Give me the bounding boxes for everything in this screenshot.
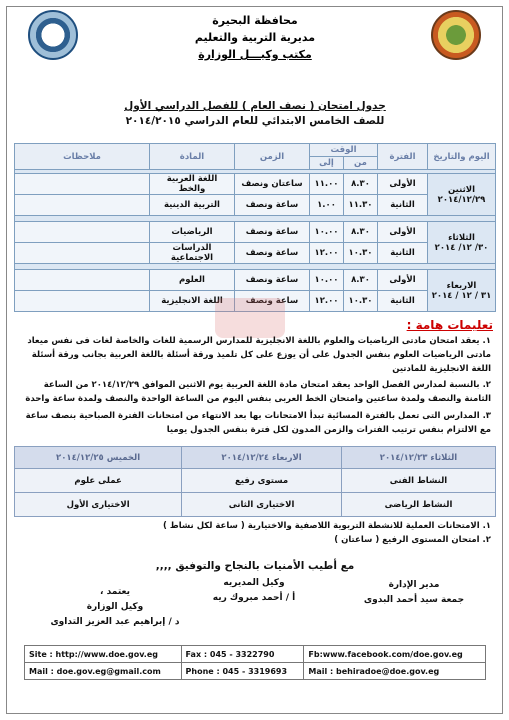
period-cell: الثانية (378, 291, 428, 312)
duration-cell: ساعة ونصف (235, 291, 310, 312)
activity-day-header: الاربعاء ٢٠١٤/١٢/٢٤ (182, 447, 342, 469)
title-line1: جدول امتحان ( نصف العام ) للفصل الدراسي الأول (124, 100, 386, 112)
note-1: ١. الامتحانات العملية للانشطة التربوية اللاصفية والاختيارية ( ساعة لكل نشاط ) (163, 521, 491, 531)
footer-mail-gmail: Mail : doe.gov.eg@gmail.com (25, 663, 182, 680)
subject-cell: الدراسات الاجتماعية (150, 243, 235, 264)
signature-manager: مدير الإدارة جمعة سيد أحمد البدوى (363, 580, 465, 605)
col-to: إلى (310, 157, 344, 170)
subject-cell: التربية الدينية (150, 195, 235, 216)
contact-footer (24, 645, 486, 680)
duration-cell: ساعة ونصف (235, 222, 310, 243)
from-cell: ١٠.٣٠ (344, 291, 378, 312)
period-cell: الثانية (378, 195, 428, 216)
activity-notes (15, 519, 491, 547)
subject-cell: اللغة الانجليزية (150, 291, 235, 312)
instruction-1: ١. يعقد امتحان مادتى الرياضيات والعلوم باللغة الانجليزية للمدارس الرسمية للغات والخاصة لغات فى نفس ميعاد مادتى الرياضيات العلوم بنفس الجدول على أن يوزع على كل تلميذ ورقة أسئلة باللغة العربية بجانب ورقة أسئلة اللغة الانجليزية للمادتين (27, 336, 491, 374)
footer-site: Site : http://www.doe.gov.eg (25, 646, 182, 663)
to-cell: ١٢.٠٠ (310, 243, 344, 264)
title-line2: للصف الخامس الابتدائي للعام الدراسي ٢٠١٤/٢٠١٥ (125, 115, 385, 127)
activity-cell: الاختيارى الثانى (182, 493, 342, 517)
governorate-logo (431, 10, 481, 60)
activity-day-header: الثلاثاء ٢٠١٤/١٢/٢٣ (341, 447, 495, 469)
duration-cell: ساعة ونصف (235, 270, 310, 291)
period-cell: الأولى (378, 222, 428, 243)
exam-schedule-table (14, 143, 496, 312)
duration-cell: ساعتان ونصف (235, 174, 310, 195)
letterhead-office: مكتب وكيـــل الوزارة (198, 48, 312, 61)
instruction-3: ٣. المدارس التى تعمل بالفترة المسائية تبدأ الامتحانات بها بعد الانتهاء من امتحانات الفترة الصباحية بنصف ساعة مع الالتزام بنفس ترتيب الفترات والزمن المدون لكل فترة بنفس الجدول يوميا (25, 411, 491, 435)
letterhead-governorate: محافظة البحيرة (212, 14, 298, 27)
ministry-logo (28, 10, 78, 60)
signature-deputy: وكيل المديريه أ / أحمد مبروك ريه (212, 578, 296, 603)
from-cell: ١١.٣٠ (344, 195, 378, 216)
activities-table (14, 446, 496, 517)
instruction-2: ٢. بالنسبة لمدارس الفصل الواحد يعقد امتحان مادة اللغة العربية يوم الاثنين الموافق ٢٠١٤/١٢/٢٩ من الساعة الثامنة والنصف ولمدة ساعتين وامتحان الخط العربى بنفس اليوم من الساعة الواحدة والنصف ولمدة ساعة واحدة (25, 380, 491, 404)
to-cell: ١٠.٠٠ (310, 222, 344, 243)
duration-cell: ساعة ونصف (235, 243, 310, 264)
activity-cell: النشاط الفنى (341, 469, 495, 493)
from-cell: ١٠.٣٠ (344, 243, 378, 264)
to-cell: ١.٠٠ (310, 195, 344, 216)
notes-cell (15, 195, 150, 216)
from-cell: ٨.٣٠ (344, 222, 378, 243)
activity-cell: الاختيارى الأول (15, 493, 182, 517)
document-title (100, 99, 410, 129)
footer-facebook: Fb:www.facebook.com/doe.gov.eg (304, 646, 486, 663)
day-cell: الثلاثاء ٣٠/ ١٢/ ٢٠١٤ (428, 222, 496, 264)
letterhead-directorate: مديرية التربية والتعليم (194, 31, 316, 44)
to-cell: ١١.٠٠ (310, 174, 344, 195)
subject-cell: العلوم (150, 270, 235, 291)
to-cell: ١٢.٠٠ (310, 291, 344, 312)
notes-cell (15, 291, 150, 312)
footer-fax: Fax : 045 - 3322790 (181, 646, 304, 663)
col-duration: الزمن (235, 144, 310, 170)
signature-minister: يعتمد ، وكيل الوزارة د / إبراهيم عبد العزيز التداوى (50, 587, 180, 627)
duration-cell: ساعة ونصف (235, 195, 310, 216)
period-cell: الأولى (378, 174, 428, 195)
activity-day-header: الخميس ٢٠١٤/١٢/٢٥ (15, 447, 182, 469)
col-period: الفترة (378, 144, 428, 170)
activity-cell: عملى علوم (15, 469, 182, 493)
period-cell: الثانية (378, 243, 428, 264)
closing-wish: مع أطيب الأمنيات بالنجاح والتوفيق ,,,, (155, 560, 355, 572)
notes-cell (15, 243, 150, 264)
subject-cell: اللغة العربية والخط (150, 174, 235, 195)
notes-cell (15, 222, 150, 243)
col-day: اليوم والتاريخ (428, 144, 496, 170)
footer-phone: Phone : 045 - 3319693 (181, 663, 304, 680)
activity-cell: مستوى رفيع (182, 469, 342, 493)
col-time: الوقت (310, 144, 378, 157)
period-cell: الأولى (378, 270, 428, 291)
subject-cell: الرياضيات (150, 222, 235, 243)
instructions-heading: تعليمات هامة : (406, 318, 493, 332)
footer-mail-official: Mail : behiradoe@doe.gov.eg (304, 663, 486, 680)
to-cell: ١٠.٠٠ (310, 270, 344, 291)
letterhead (150, 12, 360, 63)
notes-cell (15, 270, 150, 291)
notes-cell (15, 174, 150, 195)
note-2: ٢. امتحان المستوى الرفيع ( ساعتان ) (334, 535, 491, 545)
watermark-logo (215, 298, 285, 338)
col-subject: المادة (150, 144, 235, 170)
activity-cell: النشاط الرياضى (341, 493, 495, 517)
col-from: من (344, 157, 378, 170)
from-cell: ٨.٣٠ (344, 270, 378, 291)
col-notes: ملاحظات (15, 144, 150, 170)
day-cell: الاثنين ٢٠١٤/١٢/٢٩ (428, 174, 496, 216)
day-cell: الاربعاء ٣١ / ١٢ / ٢٠١٤ (428, 270, 496, 312)
from-cell: ٨.٣٠ (344, 174, 378, 195)
